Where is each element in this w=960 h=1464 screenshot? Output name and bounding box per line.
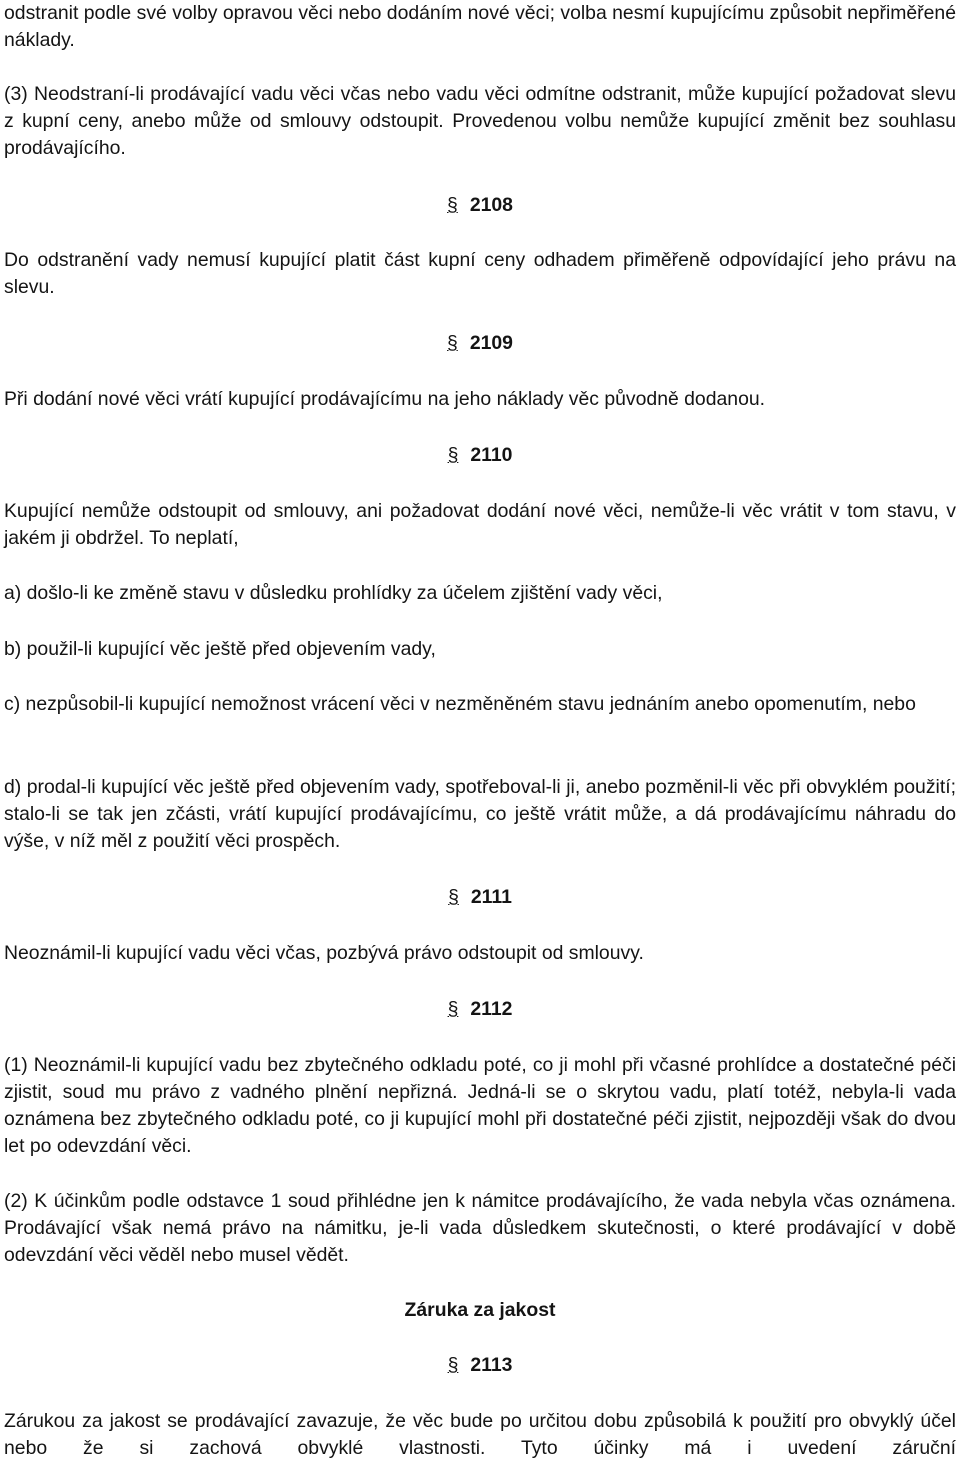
section-number: 2109 <box>469 332 513 354</box>
section-number: 2108 <box>469 194 513 216</box>
heading-warranty: Záruka za jakost <box>404 1299 556 1321</box>
paragraph-2107-3: (3) Neodstraní-li prodávající vadu věci včas nebo vadu věci odmítne odstranit, může kupující požadovat slevu z kupní ceny, anebo může od smlouvy odstoupit. Provedenou volbu nemůže kupující změnit bez souhlasu prodávajícího. <box>4 83 956 159</box>
section-sign: § <box>447 444 459 466</box>
section-heading-2108 <box>0 192 960 219</box>
section-sign: § <box>447 1354 459 1376</box>
section-sign: § <box>447 332 458 354</box>
list-item-a: a) došlo-li ke změně stavu v důsledku prohlídky za účelem zjištění vady věci, <box>4 582 663 604</box>
section-number: 2110 <box>470 444 513 466</box>
list-item-c: c) nezpůsobil-li kupující nemožnost vrácení věci v nezměněném stavu jednáním anebo opomenutím, nebo <box>4 693 916 715</box>
section-sign: § <box>448 886 459 908</box>
section-sign: § <box>447 998 459 1020</box>
paragraph-2111: Neoznámil-li kupující vadu věci včas, pozbývá právo odstoupit od smlouvy. <box>4 942 644 964</box>
paragraph-2109: Při dodání nové věci vrátí kupující prodávajícímu na jeho náklady věc původně dodanou. <box>4 388 766 410</box>
paragraph-2110: Kupující nemůže odstoupit od smlouvy, ani požadovat dodání nové věci, nemůže-li věc vrátit v tom stavu, v jakém ji obdržel. To neplatí, <box>4 500 956 549</box>
section-number: 2112 <box>470 998 513 1020</box>
paragraph-2113: Zárukou za jakost se prodávající zavazuje, že věc bude po určitou dobu způsobilá k použití pro obvyklý účel nebo že si zachová obvyklé vlastnosti. Tyto účinky má i uvedení záruční <box>4 1410 956 1459</box>
section-number: 2111 <box>470 886 512 908</box>
list-item-b: b) použil-li kupující věc ještě před objevením vady, <box>4 638 436 660</box>
section-heading-2110 <box>0 442 960 469</box>
paragraph-2112-1: (1) Neoznámil-li kupující vadu bez zbytečného odkladu poté, co ji mohl při včasné prohlídce a dostatečné péči zjistit, soud mu právo z vadného plnění nepřizná. Jedná-li se o skrytou vadu, platí totéž, nebyla-li vada oznámena bez zbytečného odkladu poté, co ji kupující mohl při dostatečné péči zjistit, nejpozději však do dvou let po odevzdání věci. <box>4 1054 956 1157</box>
paragraph-2108: Do odstranění vady nemusí kupující platit část kupní ceny odhadem přiměřeně odpovídající jeho právu na slevu. <box>4 249 956 298</box>
section-heading-2112 <box>0 996 960 1023</box>
section-heading-2113 <box>0 1352 960 1379</box>
paragraph-intro: odstranit podle své volby opravou věci nebo dodáním nové věci; volba nesmí kupujícímu způsobit nepřiměřené náklady. <box>4 2 956 51</box>
section-heading-2109 <box>0 330 960 357</box>
section-heading-2111 <box>0 884 960 911</box>
section-number: 2113 <box>470 1354 513 1376</box>
section-sign: § <box>447 194 458 216</box>
list-item-d: d) prodal-li kupující věc ještě před objevením vady, spotřeboval-li ji, anebo pozměnil-li věc při obvyklém použití; stalo-li se tak jen zčásti, vrátí kupující prodávajícímu, co ještě vrátit může, a dá prodávajícímu náhradu do výše, v níž měl z použití věci prospěch. <box>4 776 956 852</box>
paragraph-2112-2: (2) K účinkům podle odstavce 1 soud přihlédne jen k námitce prodávajícího, že vada nebyla včas oznámena. Prodávající však nemá právo na námitku, je-li vada důsledkem skutečnosti, o které prodávající v době odevzdání věci věděl nebo musel vědět. <box>4 1190 956 1266</box>
